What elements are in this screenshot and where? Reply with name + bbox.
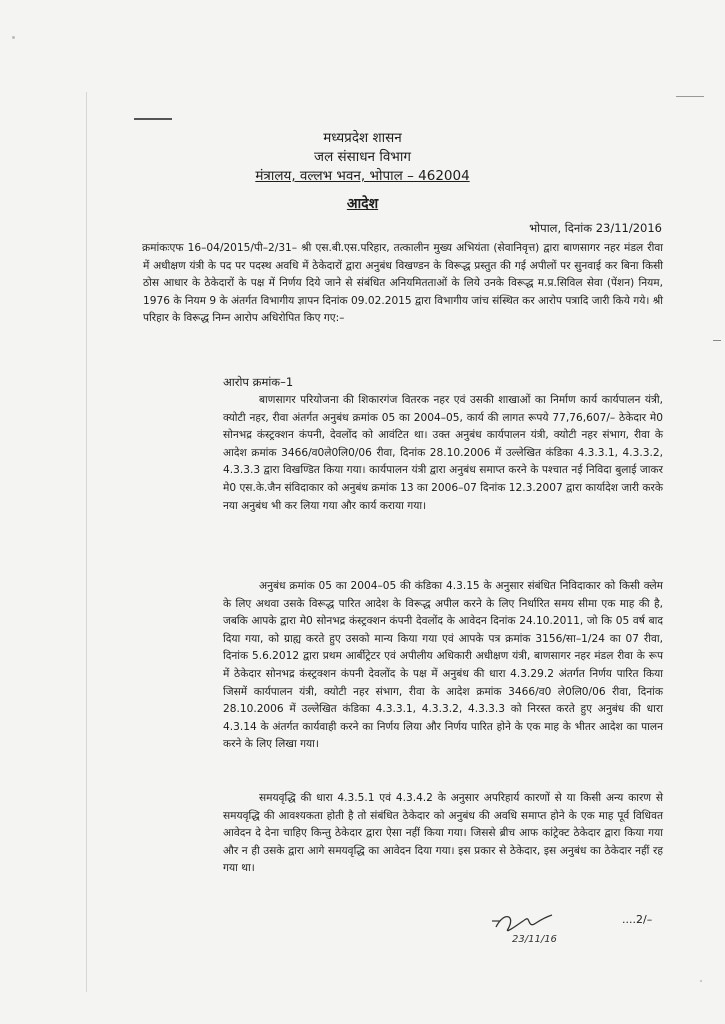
header-address	[0, 166, 725, 184]
charge-heading: आरोप क्रमांक–1	[223, 375, 294, 389]
paragraph-charge-1: बाणसागर परियोजना की शिकारगंज वितरक नहर एवं उसकी शाखाओं का निर्माण कार्य कार्यपालन यंत्री, क्योटी नहर, रीवा अंतर्गत अनुबंध क्रमांक 05 का 2004–05, कार्य की लागत रूपये 77,76,607/– ठेकेदार मे0 सोनभद्र कंस्ट्रक्शन कंपनी, देवलोंद को आवंटित था। उक्त अनुबंध कार्यपालन यंत्री, क्योटी नहर संभाग, रीवा के आदेश क्रमांक 3466/व0ले0लि0/06 रीवा, दिनांक 28.10.2006 में उल्लेखित कंडिका 4.3.3.1, 4.3.3.2, 4.3.3.3 द्वारा विखण्डित किया गया। कार्यपालन यंत्री द्वारा अनुबंध समाप्त करने के पश्चात नई निविदा बुलाई जाकर मे0 एस.के.जैन संविदाकार को अनुबंध क्रमांक 13 का 2006–07 दिनांक 12.3.2007 द्वारा कार्यादेश जारी करके नया अनुबंध भी कर लिया गया और कार्य कराया गया।	[223, 394, 663, 512]
margin-line	[86, 92, 87, 992]
scan-speck	[713, 340, 721, 341]
header-state-government: मध्यप्रदेश शासन	[323, 130, 402, 146]
signature	[490, 905, 580, 945]
paragraph-appeal: अनुबंध क्रमांक 05 का 2004–05 की कंडिका 4.3.15 के अनुसार संबंधित निविदाकार को किसी क्लेम के लिए अथवा उसके विरूद्ध पारित आदेश के विरूद्ध अपील करने के लिए निर्धारित समय सीमा एक माह की है, जबकि आपके द्वारा मे0 सोनभद्र कंस्ट्रक्शन कंपनी देवलोंद के आवेदन दिनांक 24.10.2011, जो कि 05 वर्ष बाद दिया गया, को ग्राह्य करते हुए उसको मान्य किया गया एवं आपके पत्र क्रमांक 3156/सा–1/24 का 07 रीवा, दिनांक 5.6.2012 द्वारा प्रथम आर्बीट्रेटर एवं अपीलीय अधिकारी अधीक्षण यंत्री, बाणसागर नहर मंडल रीवा के रूप में ठेकेदार सोनभद्र कंस्ट्रक्शन कंपनी देवलोंद के पक्ष में अनुबंध की धारा 4.3.29.2 अंतर्गत निर्णय पारित किया जिसमें कार्यपालन यंत्री, क्योटी नहर संभाग, रीवा के आदेश क्रमांक 3466/व0 ले0लि0/06 रीवा, दिनांक 28.10.2006 में उल्लेखित कंडिका 4.3.3.1, 4.3.3.2, 4.3.3.3 को निरस्त करते हुए अनुबंध की धारा 4.3.14 के अंतर्गत कार्यवाही करने का निर्णय लिया और निर्णय पारित होने के एक माह के भीतर आदेश का पालन करने के लिए लिखा गया।	[223, 580, 663, 751]
header-address-text: मंत्रालय, वल्लभ भवन, भोपाल – 462004	[255, 168, 470, 184]
scan-speck	[12, 36, 15, 39]
scan-mark	[134, 118, 172, 120]
date-line: भोपाल, दिनांक 23/11/2016	[529, 221, 662, 235]
paragraph-intro: क्रमांकःएफ 16–04/2015/पी–2/31– श्री एस.बी.एस.परिहार, तत्कालीन मुख्य अभियंता (सेवानिवृत्त) द्वारा बाणसागर नहर मंडल रीवा में अधीक्षण यंत्री के पद पर पदस्थ अवधि में ठेकेदारों द्वारा अनुबंध विखण्डन के विरूद्ध प्रस्तुत की गई अपीलों पर सुनवाई कर बिना किसी ठोस आधार के ठेकेदारों के पक्ष में निर्णय दिये जाने से संबंधित अनियमितताओं के लिये उनके विरूद्ध म.प्र.सिविल सेवा (पेंशन) नियम, 1976 के नियम 9 के अंतर्गत विभागीय ज्ञापन दिनांक 09.02.2015 द्वारा विभागीय जांच संस्थित कर आरोप पत्रादि जारी किये गये। श्री परिहार के विरूद्ध निम्न आरोप अधिरोपित किए गए:–	[142, 242, 663, 325]
scan-speck	[676, 96, 704, 97]
paragraph-time-extension: समयवृद्धि की धारा 4.3.5.1 एवं 4.3.4.2 के अनुसार अपरिहार्य कारणों से या किसी अन्य कारण से समयवृद्धि की आवश्यकता होती है तो संबंधित ठेकेदार को अनुबंध की अवधि समाप्त होने के एक माह पूर्व विधिवत आवेदन दे देना चाहिए किन्तु ठेकेदार द्वारा ऐसा नहीं किया गया। जिससे ब्रीच आफ कांट्रेक्ट ठेकेदार द्वारा किया गया और न ही उसके द्वारा आगे समयवृद्धि का आवेदन दिया गया। इस प्रकार से ठेकेदार, इस अनुबंध का ठेकेदार नहीं रह गया था।	[223, 792, 663, 875]
scan-speck	[700, 980, 702, 982]
order-title-text: आदेश	[346, 196, 379, 212]
signature-date: 23/11/16	[512, 934, 557, 945]
header-department: जल संसाधन विभाग	[314, 149, 411, 165]
order-title	[0, 194, 725, 213]
page-number: ....2/–	[622, 913, 653, 926]
